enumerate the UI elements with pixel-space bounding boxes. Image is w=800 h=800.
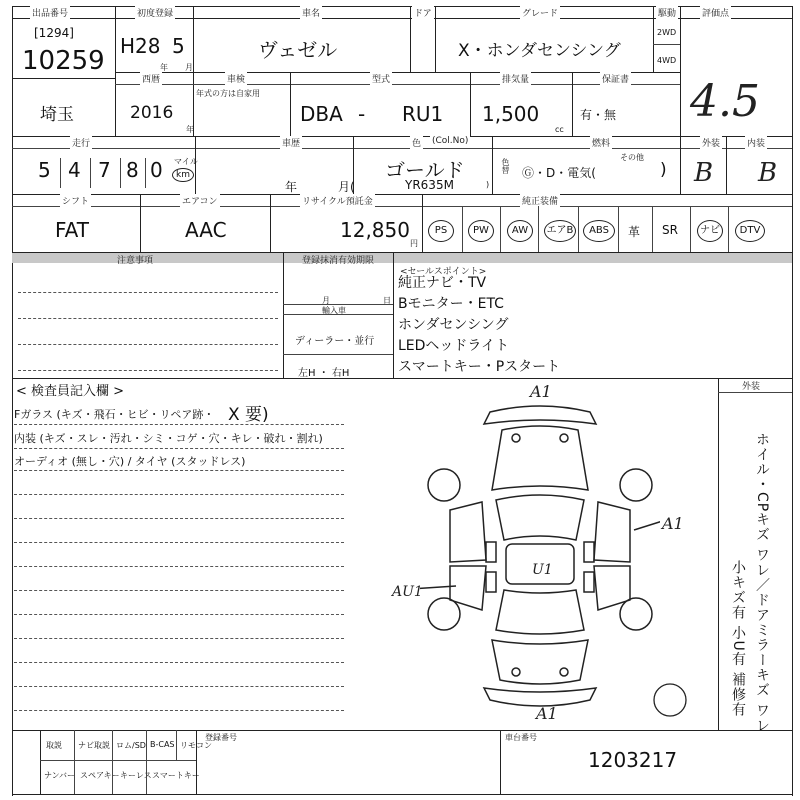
yen-unit: 円 — [410, 239, 418, 248]
drive-2wd: 2WD — [657, 28, 677, 37]
equipment-badge: AW — [507, 220, 533, 242]
label-color: 色 — [410, 136, 423, 149]
inspector-line-3: オーディオ (無し・穴) / タイヤ (スタッドレス) — [14, 455, 246, 468]
eq-sep — [690, 206, 691, 252]
footer-sep — [74, 730, 75, 794]
hood — [492, 426, 588, 490]
trunk — [492, 640, 588, 684]
mileage-unit-km: km — [172, 168, 194, 182]
inspector-line — [14, 448, 344, 449]
eq-sep — [618, 206, 619, 252]
frame-bottom — [12, 794, 792, 795]
label-import: 輸入車 — [322, 306, 346, 315]
month-unit: 月 — [185, 63, 193, 72]
label-grade: グレード — [520, 6, 560, 19]
label-interior: 内装 — [745, 136, 767, 149]
label-displacement: 排気量 — [500, 72, 531, 85]
eq-sep — [578, 206, 579, 252]
mileage-digit: 5 — [38, 158, 51, 182]
remarks-col-1: ホイル・CPキズ ワレ／ドアミラーキズ ワレ — [754, 432, 770, 734]
footer-item: B-CAS — [150, 740, 175, 749]
reg-year-ad: 2016 — [130, 103, 174, 123]
eq-sep — [728, 206, 729, 252]
mileage-digit: 4 — [68, 158, 81, 182]
equipment-badge: ナビ — [697, 220, 723, 242]
damage-roof: U1 — [532, 562, 553, 578]
displacement: 1,500 — [482, 102, 540, 126]
headlight-right — [560, 434, 568, 442]
inspector-line — [14, 614, 344, 615]
handle-side: 左H ・ 右H — [298, 368, 350, 379]
footer-item: キーレス — [120, 771, 152, 780]
footer-sep — [176, 730, 177, 760]
label-sales-point: <セールスポイント> — [398, 264, 488, 277]
footer-item: ナンバー — [44, 771, 76, 780]
v-line-1 — [115, 6, 116, 136]
wheel-rear-left — [428, 598, 460, 630]
label-year: 西暦 — [140, 72, 162, 85]
row3-header-line — [12, 148, 792, 149]
type-prefix: DBA — [300, 102, 343, 126]
year-unit: 年 — [160, 63, 168, 72]
v-line-r2b — [470, 72, 471, 136]
v-line-4 — [435, 6, 436, 72]
digit-sep — [145, 158, 146, 188]
v-line-r2c — [572, 72, 573, 136]
recycle-fee: 12,850 — [340, 218, 410, 242]
car-diagram — [420, 390, 660, 720]
right-mark-leader — [634, 518, 660, 530]
interior-grade: B — [758, 158, 778, 188]
footer-v3 — [500, 730, 501, 794]
mileage-digit: 0 — [150, 158, 163, 182]
v-line-r4b — [270, 194, 271, 252]
inspector-line-1: Fガラス (キズ・飛石・ヒビ・リペア跡・ — [14, 408, 215, 421]
mileage-digit: 7 — [98, 158, 111, 182]
equipment-badge: ABS — [583, 220, 615, 242]
label-exterior: 外装 — [700, 136, 722, 149]
label-drive: 駆動 — [656, 6, 678, 19]
score: 4.5 — [690, 76, 760, 127]
v-line-5 — [653, 6, 654, 72]
equipment-badge: DTV — [735, 220, 765, 242]
drive-4wd: 4WD — [657, 56, 677, 65]
aircon-value: AAC — [185, 218, 227, 242]
fuel-options: Ⓖ・D・電気( — [522, 166, 596, 180]
equipment-label: 革 — [628, 225, 641, 239]
eq-sep — [538, 206, 539, 252]
type-code: RU1 — [402, 102, 444, 126]
label-mileage: 走行 — [70, 136, 92, 149]
color-code: YR635M — [405, 178, 454, 192]
footer-mid — [40, 760, 196, 761]
mirror-right — [584, 542, 594, 562]
row4-top — [12, 194, 792, 195]
expiry-day: 日 — [383, 296, 391, 305]
inspector-line — [14, 542, 344, 543]
sales-point: Bモニター・ETC — [398, 296, 504, 312]
label-remarks: 外装 — [740, 379, 762, 392]
reg-note: 年式の方は自家用 — [196, 89, 260, 98]
v-line-r3c — [492, 136, 493, 194]
dealer-parallel: ディーラー・並行 — [295, 336, 375, 347]
reg-era: H28 — [120, 34, 161, 58]
fuel-other: その他 — [620, 153, 644, 162]
v-line-r3e — [726, 136, 727, 194]
v-line-r4a — [140, 194, 141, 252]
warranty-value: 有・無 — [580, 108, 617, 122]
model-name: ヴェゼル — [258, 38, 338, 62]
inspector-line — [14, 424, 344, 425]
remarks-header-line — [718, 392, 792, 393]
shift-value: FAT — [55, 218, 90, 242]
remarks-col-2: 小キズ有 小U有 補修有 — [730, 560, 746, 718]
digit-sep — [120, 158, 121, 188]
v-line-r2a — [290, 72, 291, 136]
footer-sep — [112, 730, 113, 794]
lot-number: 10259 — [22, 46, 105, 76]
inspector-line-2: 内装 (キズ・スレ・汚れ・シミ・コゲ・穴・キレ・破れ・割れ) — [14, 432, 323, 445]
color-name: ゴールド — [385, 158, 465, 182]
inspector-line — [14, 518, 344, 519]
sales-point: ホンダセンシング — [398, 317, 509, 333]
row3-top — [12, 136, 792, 137]
fuel-close: ) — [660, 160, 667, 180]
inspector-line — [14, 470, 344, 471]
label-type: 型式 — [370, 72, 392, 85]
inspector-line — [14, 566, 344, 567]
wheel-front-right — [620, 469, 652, 501]
stamp-circle — [650, 680, 690, 720]
eq-sep — [462, 206, 463, 252]
note-line — [18, 344, 278, 345]
v-line-6 — [680, 6, 681, 136]
footer-item: スペアキー — [80, 771, 120, 780]
v-line-r4c — [422, 194, 423, 252]
wheel-front-left — [428, 469, 460, 501]
footer-sep — [146, 730, 147, 794]
label-model: 車名 — [300, 6, 322, 19]
row2-top — [115, 72, 680, 73]
label-door: ドア — [412, 6, 434, 19]
label-lot-no: 出品番号 — [30, 6, 70, 19]
vin-value: 1203217 — [588, 748, 678, 772]
auction-code: [1294] — [34, 26, 74, 40]
inspector-line — [14, 710, 344, 711]
taillight-right — [560, 668, 568, 676]
wheel-rear-right — [620, 598, 652, 630]
grade-value: X・ホンダセンシング — [458, 41, 621, 61]
damage-front: A1 — [530, 382, 552, 401]
inspector-line — [14, 662, 344, 663]
v-line-3 — [410, 6, 411, 72]
footer-item: リモコン — [180, 741, 212, 750]
digit-sep — [60, 158, 61, 188]
note-line — [18, 370, 278, 371]
v-line-2 — [193, 6, 194, 136]
lot-underline — [12, 78, 115, 79]
label-inspection: 車検 — [225, 72, 247, 85]
r5-sep-3 — [283, 354, 393, 355]
equipment-badge: エアB — [544, 220, 576, 242]
front-bumper — [484, 406, 596, 424]
row4-header-line — [12, 206, 792, 207]
equipment-badge: PS — [428, 220, 454, 242]
inspector-mark: X 要) — [228, 405, 269, 425]
eq-sep — [500, 206, 501, 252]
note-line — [18, 318, 278, 319]
damage-right: A1 — [662, 514, 684, 533]
history-year: 年 — [285, 180, 298, 194]
equipment-badge: PW — [468, 220, 494, 242]
type-dash: - — [358, 102, 366, 126]
inspector-line — [14, 638, 344, 639]
digit-sep — [90, 158, 91, 188]
mileage-unit-mile: マイル — [174, 157, 198, 166]
pillar-left — [486, 572, 496, 592]
sales-point: 純正ナビ・TV — [398, 275, 487, 291]
frame-right — [792, 6, 793, 796]
label-recycle: リサイクル預託金 — [300, 194, 375, 207]
v-line-r3d — [680, 136, 681, 194]
label-colno: (Col.No) — [432, 136, 469, 146]
inspector-title: < 検査員記入欄 > — [16, 384, 125, 399]
sales-point: LEDヘッドライト — [398, 338, 510, 354]
eq-sep — [652, 206, 653, 252]
pillar-right — [584, 572, 594, 592]
note-line — [18, 292, 278, 293]
color-change-label: 色替 — [501, 158, 510, 174]
label-options: 純正装備 — [520, 194, 560, 207]
label-fuel: 燃料 — [590, 136, 612, 149]
mileage-digit: 8 — [126, 158, 139, 182]
label-shift: シフト — [60, 194, 91, 207]
label-evaluation: 評価点 — [700, 6, 731, 19]
cc-unit: cc — [555, 125, 564, 134]
color-close: ) — [486, 180, 490, 189]
v-line-r5b — [393, 252, 394, 378]
reg-month: 5 — [172, 34, 185, 58]
footer-item: ロム/SD — [116, 741, 146, 750]
footer-item: ナビ取説 — [78, 741, 110, 750]
row2-header-line — [115, 84, 680, 85]
headlight-left — [512, 434, 520, 442]
history-month: 月( — [338, 180, 355, 194]
footer-item: 取説 — [46, 741, 62, 750]
expiry-month: 月 — [322, 296, 330, 305]
reg-year-unit: 年 — [186, 125, 194, 134]
inspector-line — [14, 686, 344, 687]
equipment-label: SR — [662, 223, 678, 237]
exterior-grade: B — [694, 158, 714, 188]
front-door-left — [450, 502, 486, 562]
inspector-line — [14, 590, 344, 591]
rear-glass — [496, 590, 584, 634]
sales-point: スマートキー・Pスタート — [398, 359, 561, 375]
label-vin: 車台番号 — [505, 733, 537, 742]
frame-left — [12, 6, 13, 796]
label-warranty: 保証書 — [600, 72, 631, 85]
label-history: 車歴 — [280, 136, 302, 149]
remarks-divider — [718, 378, 719, 730]
label-reg-no: 登録番号 — [205, 733, 237, 742]
row6-top — [12, 378, 792, 379]
label-reg-expiry: 登録抹消有効期限 — [302, 256, 375, 266]
damage-left: AU1 — [392, 584, 423, 600]
taillight-left — [512, 668, 520, 676]
footer-item: スマートキー — [152, 771, 200, 780]
location: 埼玉 — [40, 105, 74, 125]
label-first-reg: 初度登録 — [135, 6, 175, 19]
mirror-left — [486, 542, 496, 562]
footer-top — [12, 730, 792, 731]
damage-rear: A1 — [536, 704, 558, 723]
front-door-right — [594, 502, 630, 562]
inspector-line — [14, 494, 344, 495]
drive-divider — [653, 44, 680, 45]
footer-v1 — [40, 730, 41, 794]
windshield — [496, 495, 584, 540]
label-notes: 注意事項 — [117, 256, 154, 266]
label-aircon: エアコン — [180, 194, 220, 207]
v-line-r5a — [283, 252, 284, 378]
